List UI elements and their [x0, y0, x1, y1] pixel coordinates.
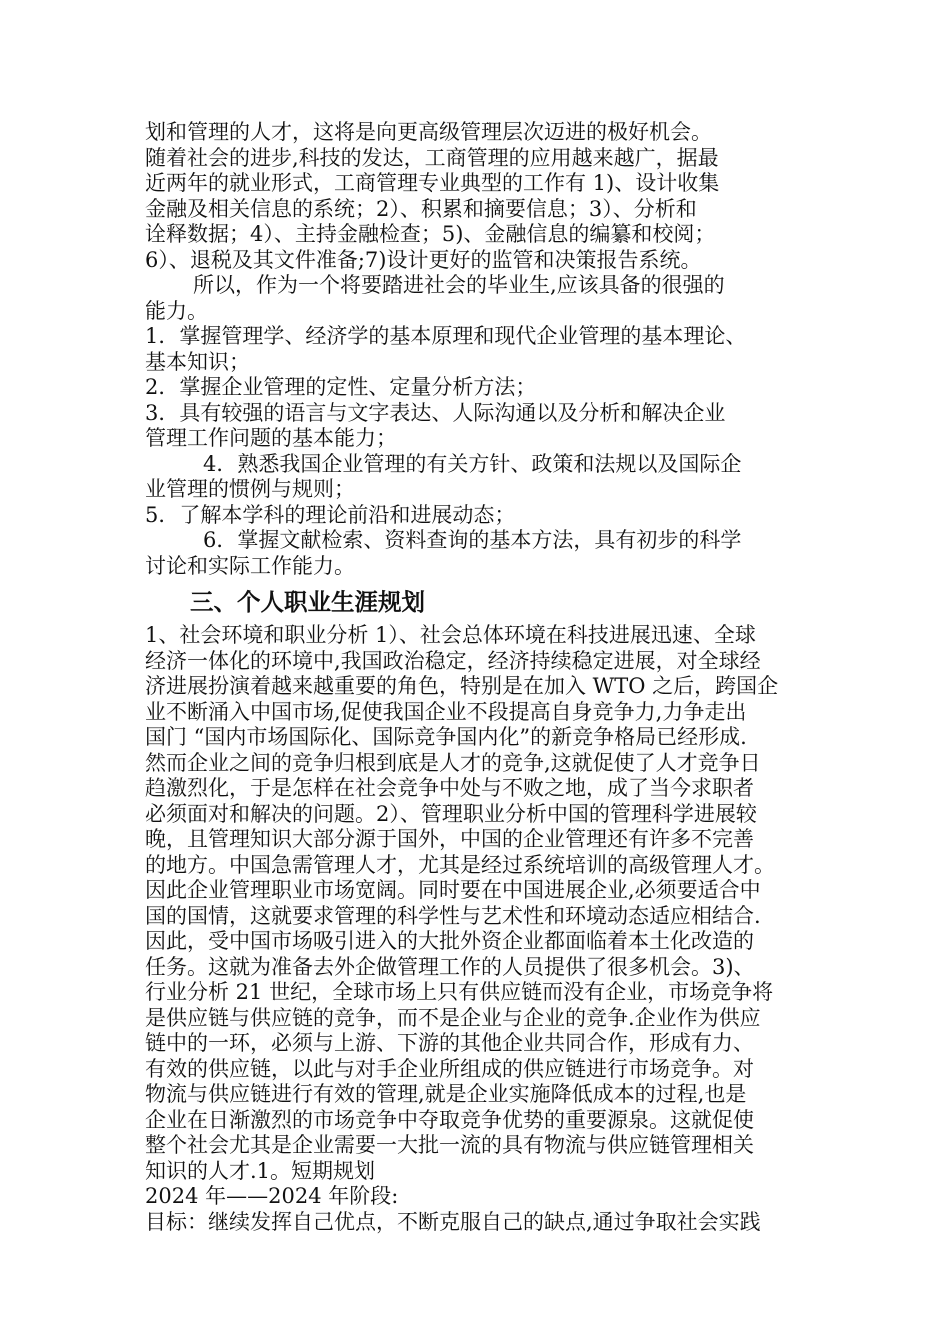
text-line: 6）、退税及其文件准备;7)设计更好的监管和决策报告系统。: [145, 247, 702, 272]
text-line: 整个社会尤其是企业需要一大批一流的具有物流与供应链管理相关: [145, 1133, 754, 1157]
section-heading: 三、个人职业生涯规划: [190, 588, 425, 616]
text-line: 任务。这就为准备去外企做管理工作的人员提供了很多机会。3)、: [145, 954, 755, 979]
text-line: 划和管理的人才，这将是向更高级管理层次迈进的极好机会。: [145, 120, 712, 144]
text-line: 因此，受中国市场吸引进入的大批外资企业都面临着本土化改造的: [145, 929, 754, 953]
text-line: 物流与供应链进行有效的管理,就是企业实施降低成本的过程,也是: [145, 1082, 747, 1106]
text-line: 诠释数据；4）、主持金融检查；5)、金融信息的编纂和校阅；: [145, 222, 716, 246]
text-line: 3．具有较强的语言与文字表达、人际沟通以及分析和解决企业: [145, 400, 726, 425]
text-line: 管理工作问题的基本能力；: [145, 426, 397, 450]
text-line: 4．熟悉我国企业管理的有关方针、政策和法规以及国际企: [203, 451, 742, 476]
text-line: 金融及相关信息的系统；2）、积累和摘要信息；3）、分析和: [145, 196, 697, 221]
text-line: 所以，作为一个将要踏进社会的毕业生,应该具备的很强的: [193, 273, 725, 297]
text-line: 基本知识；: [145, 349, 250, 374]
text-line: 目标：继续发挥自己优点，不断克服自己的缺点,通过争取社会实践: [145, 1209, 761, 1234]
text-line: 2．掌握企业管理的定性、定量分析方法；: [145, 375, 537, 399]
text-line: 知识的人才.1。短期规划: [145, 1158, 376, 1183]
body-text-section-2: [145, 623, 835, 1235]
text-line: 业管理的惯例与规则；: [145, 477, 355, 501]
text-line: 近两年的就业形式，工商管理专业典型的工作有 1)、设计收集: [145, 171, 720, 195]
text-line: 晚，且管理知识大部分源于国外，中国的企业管理还有许多不完善: [145, 827, 754, 851]
text-line: 有效的供应链，以此与对手企业所组成的供应链进行市场竞争。对: [145, 1056, 754, 1081]
text-line: 链中的一环，必须与上游、下游的其他企业共同合作，形成有力、: [145, 1031, 754, 1055]
text-line: 2024 年——2024 年阶段:: [145, 1184, 399, 1208]
text-line: 随着社会的进步,科技的发达，工商管理的应用越来越广，据最: [145, 145, 719, 170]
text-line: 业不断涌入中国市场,促使我国企业不段提高自身竞争力,力争走出: [145, 699, 747, 724]
text-line: 经济一体化的环境中,我国政治稳定，经济持续稳定进展，对全球经: [145, 648, 761, 673]
text-line: 必须面对和解决的问题。2）、管理职业分析中国的管理科学进展较: [145, 801, 757, 826]
text-line: 6．掌握文献检索、资料查询的基本方法，具有初步的科学: [203, 528, 742, 552]
text-line: 因此企业管理职业市场宽阔。同时要在中国进展企业,必须要适合中: [145, 878, 761, 902]
text-line: 5．了解本学科的理论前沿和进展动态；: [145, 502, 516, 527]
text-line: 国门 “国内市场国际化、国际竞争国内化”的新竞争格局已经形成.: [145, 725, 747, 749]
body-text-section-1: [145, 120, 835, 579]
text-line: 企业在日渐激烈的市场竞争中夺取竞争优势的重要源泉。这就促使: [145, 1107, 754, 1132]
text-line: 能力。: [145, 298, 208, 323]
text-line: 行业分析 21 世纪，全球市场上只有供应链而没有企业，市场竞争将: [145, 980, 774, 1004]
text-line: 的地方。中国急需管理人才，尤其是经过系统培训的高级管理人才。: [145, 852, 775, 877]
text-line: 国的国情，这就要求管理的科学性与艺术性和环境动态适应相结合.: [145, 903, 761, 928]
text-line: 讨论和实际工作能力。: [145, 553, 355, 578]
text-line: 1、社会环境和职业分析 1）、社会总体环境在科技进展迅速、全球: [145, 623, 756, 647]
text-line: 1．掌握管理学、经济学的基本原理和现代企业管理的基本理论、: [145, 324, 747, 348]
text-line: 然而企业之间的竞争归根到底是人才的竞争,这就促使了人才竞争日: [145, 750, 761, 775]
text-line: 济进展扮演着越来越重要的角色，特别是在加入 WTO 之后，跨国企: [145, 674, 779, 698]
text-line: 是供应链与供应链的竞争，而不是企业与企业的竞争.企业作为供应: [145, 1005, 761, 1030]
text-line: 趋激烈化，于是怎样在社会竞争中处与不败之地，成了当今求职者: [145, 776, 754, 800]
